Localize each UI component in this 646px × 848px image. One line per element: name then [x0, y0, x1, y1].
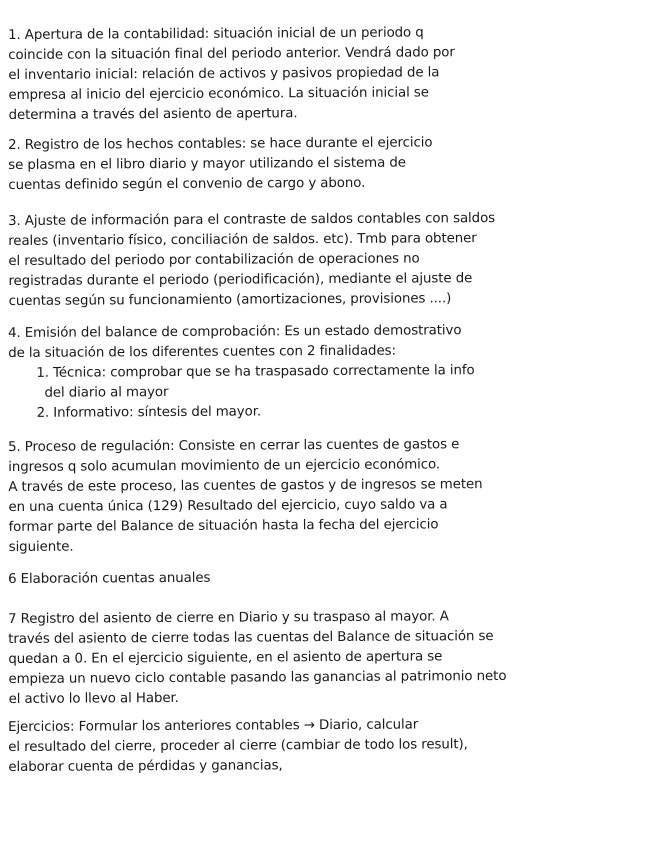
- list-item: del diario al mayor: [44, 385, 169, 401]
- text-line: se plasma en el libro diario y mayor utilizando el sistema de: [8, 155, 406, 173]
- text-line: el resultado del cierre, proceder al cierre (cambiar de todo los result),: [8, 737, 468, 755]
- text-line: cuentas según su funcionamiento (amortizaciones, provisiones ....): [8, 291, 452, 309]
- text-line: reales (inventario físico, conciliación de saldos. etc). Tmb para obtener: [8, 231, 477, 249]
- text-line: el activo lo llevo al Haber.: [8, 690, 179, 707]
- section-balance-comprobacion: [8, 320, 641, 424]
- text-line: el resultado del periodo por contabilización de operaciones no: [8, 251, 420, 269]
- text-line: empresa al inicio del ejercicio económico. La situación inicial se: [8, 85, 429, 103]
- text-line: el inventario inicial: relación de activos y pasivos propiedad de la: [8, 65, 440, 83]
- text-line: 7 Registro del asiento de cierre en Diario y su traspaso al mayor. A: [8, 609, 449, 627]
- section-ajuste: [8, 208, 641, 312]
- section-cierre: [8, 606, 641, 710]
- section-cuentas-anuales: [8, 566, 640, 590]
- section-apertura: [8, 22, 641, 126]
- text-line: elaborar cuenta de pérdidas y ganancias,: [8, 758, 283, 775]
- section-registro: [8, 132, 640, 196]
- text-line: través del asiento de cierre todas las cuentas del Balance de situación se: [8, 629, 494, 647]
- text-line: formar parte del Balance de situación hasta la fecha del ejercicio: [8, 517, 439, 535]
- text-line: 3. Ajuste de información para el contraste de saldos contables con saldos: [8, 211, 496, 229]
- text-line: coincide con la situación final del periodo anterior. Vendrá dado por: [8, 45, 455, 63]
- text-line: cuentas definido según el convenio de cargo y abono.: [8, 175, 366, 193]
- list-item: 1. Técnica: comprobar que se ha traspasado correctamente la info: [36, 363, 475, 381]
- text-line: 2. Registro de los hechos contables: se hace durante el ejercicio: [8, 135, 433, 153]
- text-line: registradas durante el periodo (periodificación), mediante el ajuste de: [8, 271, 473, 289]
- text-line: 6 Elaboración cuentas anuales: [8, 570, 211, 587]
- text-line: empieza un nuevo ciclo contable pasando las ganancias al patrimonio neto: [8, 668, 507, 687]
- text-line: de la situación de los diferentes cuentes con 2 finalidades:: [8, 343, 396, 361]
- list-item: 2. Informativo: síntesis del mayor.: [36, 404, 262, 421]
- text-line: Ejercicios: Formular los anteriores contables → Diario, calcular: [8, 717, 419, 735]
- text-line: siguiente.: [8, 539, 74, 555]
- text-line: ingresos q solo acumulan movimiento de un ejercicio económico.: [8, 457, 441, 475]
- section-ejercicios: [8, 714, 640, 778]
- text-line: 4. Emisión del balance de comprobación: Es un estado demostrativo: [8, 323, 462, 341]
- text-line: A través de este proceso, las cuentes de gastos y de ingresos se meten: [8, 477, 483, 495]
- section-regulacion: [8, 434, 641, 558]
- text-line: 5. Proceso de regulación: Consiste en cerrar las cuentes de gastos e: [8, 437, 460, 455]
- text-line: 1. Apertura de la contabilidad: situación inicial de un periodo q: [8, 25, 424, 43]
- text-line: determina a través del asiento de apertura.: [8, 106, 298, 123]
- text-line: en una cuenta única (129) Resultado del ejercicio, cuyo saldo va a: [8, 497, 448, 515]
- text-line: quedan a 0. En el ejercicio siguiente, en el asiento de apertura se: [8, 649, 443, 667]
